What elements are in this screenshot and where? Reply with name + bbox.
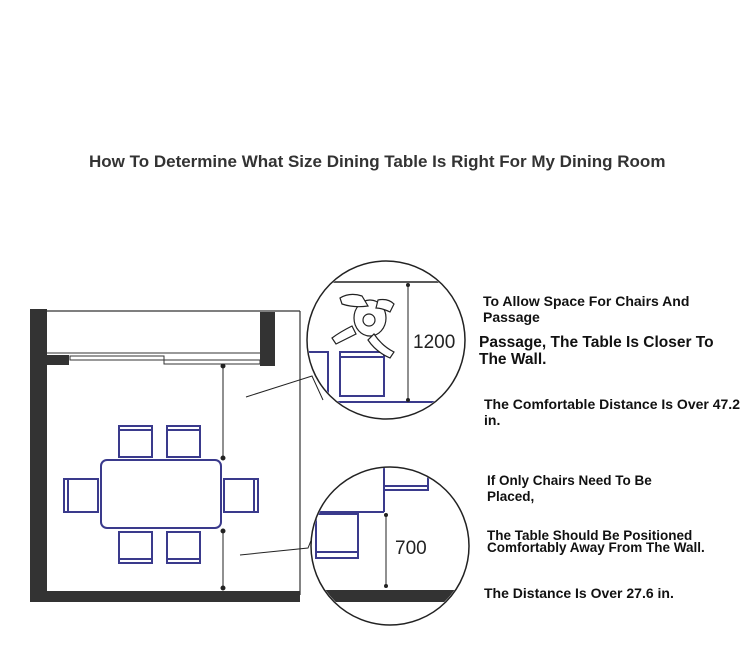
top-note-passage: To Allow Space For Chairs And Passage — [483, 293, 690, 325]
sliding-door-left — [70, 356, 164, 360]
bottom-detail-circle — [300, 464, 480, 625]
room-walls — [30, 309, 300, 602]
left-wall — [30, 309, 47, 602]
callout-pointers — [240, 376, 323, 555]
diagram-title: How To Determine What Size Dining Table Is Right For My Dining Room — [89, 152, 666, 171]
chair-top-left — [119, 426, 152, 457]
sliding-door-right — [164, 360, 260, 364]
window-sill — [47, 355, 69, 365]
bottom-note-distance: The Distance Is Over 27.6 in. — [484, 585, 674, 601]
chair-right — [224, 479, 258, 512]
bottom-dimension-label: 700 — [395, 538, 427, 559]
bottom-note-placed: Placed, — [487, 489, 535, 504]
right-wall-segment — [260, 312, 275, 366]
top-note-closer: Passage, The Table Is Closer To — [479, 334, 714, 351]
top-note-wall: The Wall. — [479, 351, 547, 368]
bottom-note-away: Comfortably Away From The Wall. — [487, 540, 705, 555]
bottom-wall — [30, 591, 300, 602]
top-dimension-label: 1200 — [413, 332, 456, 353]
bottom-note-chairs: If Only Chairs Need To Be — [487, 473, 652, 488]
chair-bottom-left — [119, 532, 152, 563]
chair-bottom-right — [167, 532, 200, 563]
dining-set — [64, 426, 258, 563]
chair-top-right — [167, 426, 200, 457]
dining-table — [101, 460, 221, 528]
top-note-distance: The Comfortable Distance Is Over 47.2 in. — [484, 396, 740, 428]
bottom-note-positioned: The Table Should Be Positioned — [487, 528, 693, 543]
chair-left — [64, 479, 98, 512]
